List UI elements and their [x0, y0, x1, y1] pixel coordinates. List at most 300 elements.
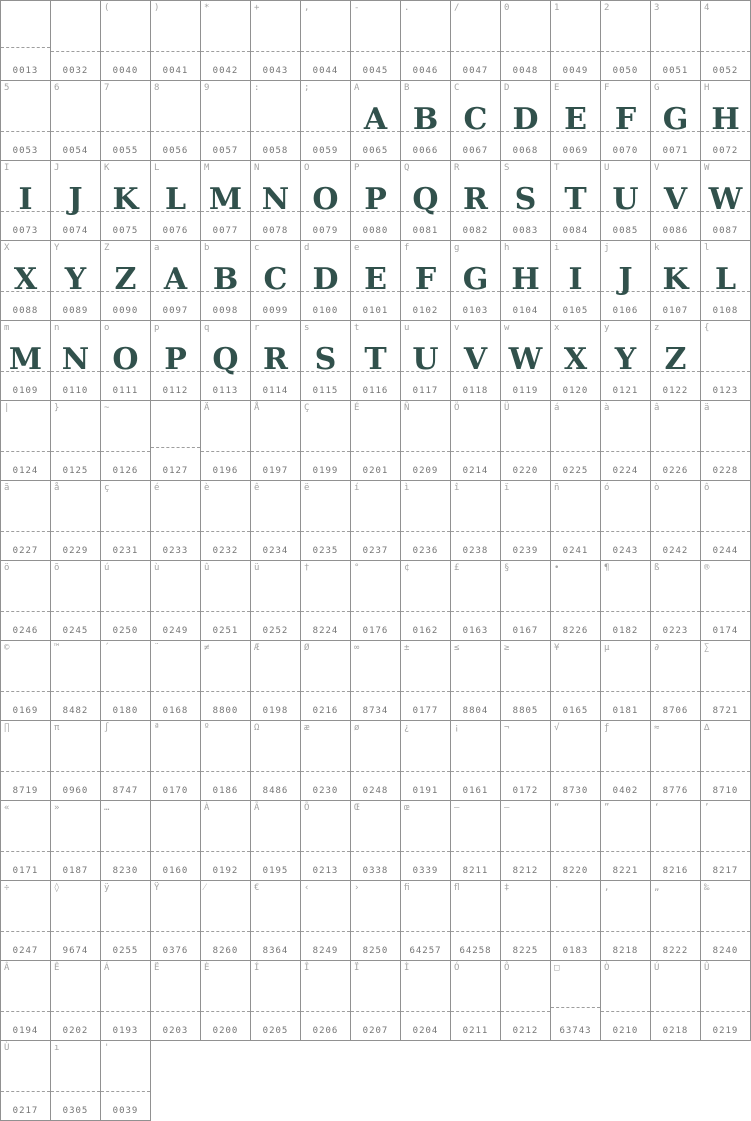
cell-code: 0181 [612, 706, 639, 716]
cell-code: 0402 [612, 786, 639, 796]
baseline-divider [301, 51, 350, 52]
cell-char-label: ì [404, 483, 410, 493]
baseline-divider [151, 131, 200, 132]
char-cell [551, 321, 601, 401]
cell-glyph: C [263, 262, 288, 297]
char-cell [351, 641, 401, 721]
baseline-divider [201, 691, 250, 692]
baseline-divider [351, 611, 400, 612]
cell-code: 8721 [712, 706, 739, 716]
cell-char-label: π [54, 723, 60, 733]
cell-char-label: ã [4, 483, 10, 493]
cell-char-label: µ [604, 643, 610, 653]
char-cell [301, 961, 351, 1041]
cell-code: 8249 [312, 946, 339, 956]
cell-code: 0194 [12, 1026, 39, 1036]
cell-code: 0235 [312, 546, 339, 556]
cell-char-label: V [654, 163, 660, 173]
char-cell [451, 241, 501, 321]
cell-char-label: £ [454, 563, 460, 573]
cell-char-label: é [154, 483, 160, 493]
cell-char-label: C [454, 83, 460, 93]
baseline-divider [201, 851, 250, 852]
cell-code: 0195 [262, 866, 289, 876]
char-cell [401, 481, 451, 561]
cell-char-label: K [104, 163, 110, 173]
baseline-divider [351, 531, 400, 532]
baseline-divider [501, 51, 550, 52]
char-cell [101, 641, 151, 721]
cell-code: 0219 [712, 1026, 739, 1036]
baseline-divider [1, 1011, 50, 1012]
baseline-divider [151, 931, 200, 932]
cell-char-label: t [354, 323, 360, 333]
baseline-divider [501, 1011, 550, 1012]
cell-char-label: ∏ [4, 723, 10, 733]
baseline-divider [551, 931, 600, 932]
cell-char-label: ‹ [304, 883, 310, 893]
baseline-divider [351, 931, 400, 932]
cell-char-label: ⁄ [204, 883, 206, 893]
cell-char-label: ü [254, 563, 260, 573]
baseline-divider [301, 691, 350, 692]
cell-char-label: E [554, 83, 560, 93]
cell-char-label: å [54, 483, 60, 493]
baseline-divider [251, 931, 300, 932]
char-cell [401, 961, 451, 1041]
cell-code: 0239 [512, 546, 539, 556]
cell-char-label: õ [54, 563, 60, 573]
char-cell [101, 481, 151, 561]
cell-char-label: ◊ [54, 883, 60, 893]
cell-glyph: F [614, 102, 637, 137]
baseline-divider [501, 771, 550, 772]
cell-char-label: c [254, 243, 260, 253]
char-cell [301, 241, 351, 321]
char-cell [51, 801, 101, 881]
baseline-divider [351, 1011, 400, 1012]
cell-code: 0068 [512, 146, 539, 156]
char-cell [151, 801, 201, 881]
char-cell [651, 641, 701, 721]
cell-code: 0051 [662, 66, 689, 76]
cell-code: 0121 [612, 386, 639, 396]
char-cell [201, 801, 251, 881]
char-cell [601, 481, 651, 561]
cell-code: 0244 [712, 546, 739, 556]
cell-code: 0163 [462, 626, 489, 636]
baseline-divider [301, 931, 350, 932]
cell-code: 0055 [112, 146, 139, 156]
char-cell [151, 81, 201, 161]
baseline-divider [201, 131, 250, 132]
cell-code: 0305 [62, 1106, 89, 1116]
baseline-divider [1, 851, 50, 852]
cell-code: 0177 [412, 706, 439, 716]
cell-char-label: R [454, 163, 460, 173]
cell-char-label: À [204, 803, 210, 813]
cell-code: 0197 [262, 466, 289, 476]
cell-char-label: ™ [54, 643, 60, 653]
cell-code: 0242 [662, 546, 689, 556]
cell-glyph: N [261, 182, 290, 217]
char-cell [351, 561, 401, 641]
baseline-divider [51, 611, 100, 612]
cell-char-label: q [204, 323, 210, 333]
cell-code: 0081 [412, 226, 439, 236]
cell-code: 0050 [612, 66, 639, 76]
cell-code: 0105 [562, 306, 589, 316]
baseline-divider [651, 611, 700, 612]
char-cell [401, 1, 451, 81]
char-cell [201, 561, 251, 641]
cell-code: 0245 [62, 626, 89, 636]
cell-code: 0199 [312, 466, 339, 476]
char-cell [701, 321, 751, 401]
baseline-divider [601, 611, 650, 612]
char-cell [101, 161, 151, 241]
cell-char-label: ° [354, 563, 360, 573]
char-cell [501, 1, 551, 81]
cell-char-label: Ã [254, 803, 260, 813]
baseline-divider [451, 611, 500, 612]
char-cell [301, 401, 351, 481]
cell-code: 0211 [462, 1026, 489, 1036]
cell-char-label: L [154, 163, 160, 173]
baseline-divider [351, 51, 400, 52]
cell-char-label: m [4, 323, 10, 333]
char-cell [201, 481, 251, 561]
cell-code: 0104 [512, 306, 539, 316]
cell-char-label: 1 [554, 3, 560, 13]
cell-char-label: ô [704, 483, 710, 493]
cell-char-label: Q [404, 163, 410, 173]
cell-code: 8706 [662, 706, 689, 716]
cell-glyph: Y [64, 262, 87, 297]
baseline-divider [601, 691, 650, 692]
char-cell [1, 241, 51, 321]
baseline-divider [601, 931, 650, 932]
cell-code: 8211 [462, 866, 489, 876]
cell-glyph: W [508, 342, 543, 377]
cell-char-label: r [254, 323, 260, 333]
cell-code: 0225 [562, 466, 589, 476]
cell-code: 8212 [512, 866, 539, 876]
cell-char-label: Ü [504, 403, 510, 413]
char-cell [1, 561, 51, 641]
cell-code: 0192 [212, 866, 239, 876]
char-cell [401, 81, 451, 161]
cell-char-label: ” [604, 803, 610, 813]
char-cell [651, 321, 701, 401]
cell-char-label: ‰ [704, 883, 710, 893]
cell-code: 0161 [462, 786, 489, 796]
cell-char-label: G [654, 83, 660, 93]
char-cell [401, 801, 451, 881]
cell-glyph: C [463, 102, 488, 137]
cell-char-label: î [454, 483, 460, 493]
cell-code: 0196 [212, 466, 239, 476]
cell-code: 8747 [112, 786, 139, 796]
cell-code: 0169 [12, 706, 39, 716]
baseline-divider [701, 531, 750, 532]
cell-char-label: Z [104, 243, 110, 253]
baseline-divider [601, 531, 650, 532]
baseline-divider [451, 771, 500, 772]
baseline-divider [301, 531, 350, 532]
char-cell [501, 161, 551, 241]
cell-char-label: . [404, 3, 410, 13]
cell-glyph: B [412, 102, 439, 137]
cell-code: 8805 [512, 706, 539, 716]
cell-char-label: ∑ [704, 643, 710, 653]
baseline-divider [1, 931, 50, 932]
baseline-divider [1, 771, 50, 772]
cell-char-label: ç [104, 483, 110, 493]
char-cell [551, 561, 601, 641]
baseline-divider [301, 451, 350, 452]
char-cell [551, 961, 601, 1041]
char-cell [451, 161, 501, 241]
baseline-divider [351, 451, 400, 452]
char-cell [701, 161, 751, 241]
cell-code: 0228 [712, 466, 739, 476]
char-cell [551, 1, 601, 81]
cell-code: 0218 [662, 1026, 689, 1036]
cell-glyph: I [18, 182, 33, 217]
cell-code: 0086 [662, 226, 689, 236]
cell-code: 0170 [162, 786, 189, 796]
cell-code: 8230 [112, 866, 139, 876]
char-cell [601, 641, 651, 721]
cell-char-label: } [54, 403, 60, 413]
charmap-last-row-grid [0, 1041, 151, 1121]
baseline-divider [101, 931, 150, 932]
cell-glyph: S [514, 182, 537, 217]
baseline-divider [1, 451, 50, 452]
char-cell [251, 881, 301, 961]
cell-char-label: M [204, 163, 210, 173]
baseline-divider [151, 51, 200, 52]
cell-char-label: Ø [304, 643, 310, 653]
baseline-divider [151, 531, 200, 532]
baseline-divider [51, 51, 100, 52]
cell-code: 8225 [512, 946, 539, 956]
char-cell [651, 721, 701, 801]
char-cell [601, 161, 651, 241]
baseline-divider [701, 611, 750, 612]
baseline-divider [451, 51, 500, 52]
char-cell [251, 241, 301, 321]
cell-char-label: ¶ [604, 563, 610, 573]
cell-char-label: i [554, 243, 560, 253]
baseline-divider [401, 771, 450, 772]
char-cell [301, 801, 351, 881]
baseline-divider [401, 1011, 450, 1012]
char-cell [101, 721, 151, 801]
baseline-divider [101, 1011, 150, 1012]
char-cell [701, 641, 751, 721]
baseline-divider [551, 531, 600, 532]
cell-char-label: s [304, 323, 310, 333]
cell-code: 0043 [262, 66, 289, 76]
cell-char-label: H [704, 83, 710, 93]
cell-code: 0097 [162, 306, 189, 316]
cell-char-label: ñ [554, 483, 560, 493]
char-cell [351, 1, 401, 81]
cell-code: 0180 [112, 706, 139, 716]
char-cell [551, 81, 601, 161]
cell-char-label: à [604, 403, 610, 413]
cell-code: 0111 [112, 386, 139, 396]
char-cell [351, 321, 401, 401]
baseline-divider [1, 1091, 50, 1092]
cell-char-label: Û [704, 963, 710, 973]
cell-glyph: H [711, 102, 740, 137]
cell-code: 0054 [62, 146, 89, 156]
char-cell [101, 961, 151, 1041]
cell-char-label: « [4, 803, 10, 813]
char-cell [701, 561, 751, 641]
cell-code: 0233 [162, 546, 189, 556]
char-cell [251, 401, 301, 481]
char-cell [1, 321, 51, 401]
baseline-divider [651, 1011, 700, 1012]
cell-code: 8240 [712, 946, 739, 956]
cell-code: 0201 [362, 466, 389, 476]
cell-code: 0074 [62, 226, 89, 236]
cell-char-label: ÷ [4, 883, 10, 893]
cell-code: 0183 [562, 946, 589, 956]
cell-code: 0960 [62, 786, 89, 796]
char-cell [101, 1041, 151, 1121]
char-cell [101, 561, 151, 641]
char-cell [601, 1, 651, 81]
cell-code: 0203 [162, 1026, 189, 1036]
cell-char-label: Œ [354, 803, 360, 813]
cell-char-label: ‡ [504, 883, 510, 893]
baseline-divider [201, 771, 250, 772]
cell-code: 9674 [62, 946, 89, 956]
char-cell [101, 401, 151, 481]
cell-code: 0085 [612, 226, 639, 236]
char-cell [251, 81, 301, 161]
cell-glyph: Y [614, 342, 637, 377]
cell-char-label: 7 [104, 83, 110, 93]
baseline-divider [51, 931, 100, 932]
baseline-divider [601, 51, 650, 52]
cell-char-label: › [354, 883, 360, 893]
cell-char-label: ≤ [454, 643, 460, 653]
char-cell [151, 241, 201, 321]
char-cell [251, 481, 301, 561]
cell-glyph: D [312, 262, 339, 297]
baseline-divider [301, 1011, 350, 1012]
cell-char-label: I [4, 163, 10, 173]
cell-char-label: U [604, 163, 610, 173]
cell-char-label: u [404, 323, 410, 333]
cell-char-label: ) [154, 3, 160, 13]
baseline-divider [651, 771, 700, 772]
cell-char-label: ú [104, 563, 110, 573]
cell-char-label: ® [704, 563, 710, 573]
cell-char-label: ó [604, 483, 610, 493]
cell-code: 63743 [559, 1026, 592, 1036]
char-cell [701, 961, 751, 1041]
char-cell [651, 961, 701, 1041]
cell-char-label: ¨ [154, 643, 160, 653]
cell-glyph: D [512, 102, 539, 137]
cell-char-label: p [154, 323, 160, 333]
cell-code: 8260 [212, 946, 239, 956]
baseline-divider [701, 931, 750, 932]
baseline-divider [251, 531, 300, 532]
baseline-divider [101, 531, 150, 532]
cell-char-label: y [604, 323, 610, 333]
cell-glyph: Q [212, 342, 239, 377]
baseline-divider [551, 51, 600, 52]
char-cell [201, 1, 251, 81]
baseline-divider [551, 611, 600, 612]
char-cell [351, 721, 401, 801]
cell-code: 0101 [362, 306, 389, 316]
baseline-divider [251, 851, 300, 852]
char-cell [251, 1, 301, 81]
cell-char-label: í [354, 483, 360, 493]
char-cell [651, 161, 701, 241]
char-cell [501, 561, 551, 641]
cell-glyph: M [208, 182, 243, 217]
cell-char-label: • [554, 563, 560, 573]
baseline-divider [601, 771, 650, 772]
cell-char-label: ≥ [504, 643, 510, 653]
char-cell [301, 561, 351, 641]
char-cell [601, 81, 651, 161]
char-cell [151, 401, 201, 481]
cell-char-label: ò [654, 483, 660, 493]
cell-code: 0186 [212, 786, 239, 796]
cell-code: 0171 [12, 866, 39, 876]
baseline-divider [501, 451, 550, 452]
cell-char-label: Å [254, 403, 260, 413]
cell-code: 0234 [262, 546, 289, 556]
cell-char-label: 9 [204, 83, 210, 93]
char-cell [251, 641, 301, 721]
baseline-divider [151, 447, 200, 448]
char-cell [501, 481, 551, 561]
cell-char-label: J [54, 163, 60, 173]
cell-glyph: T [364, 342, 387, 377]
cell-char-label: ( [104, 3, 110, 13]
char-cell [351, 961, 401, 1041]
char-cell [551, 641, 601, 721]
cell-char-label: - [354, 3, 360, 13]
char-cell [301, 161, 351, 241]
baseline-divider [451, 691, 500, 692]
char-cell [401, 721, 451, 801]
cell-char-label: Ω [254, 723, 260, 733]
cell-char-label: † [304, 563, 310, 573]
cell-char-label: ë [304, 483, 310, 493]
cell-code: 0075 [112, 226, 139, 236]
baseline-divider [651, 451, 700, 452]
cell-glyph: P [164, 342, 187, 377]
cell-char-label: ¡ [454, 723, 460, 733]
cell-char-label: F [604, 83, 610, 93]
cell-char-label: ≈ [654, 723, 660, 733]
char-cell [1, 161, 51, 241]
cell-char-label: Ë [154, 963, 160, 973]
